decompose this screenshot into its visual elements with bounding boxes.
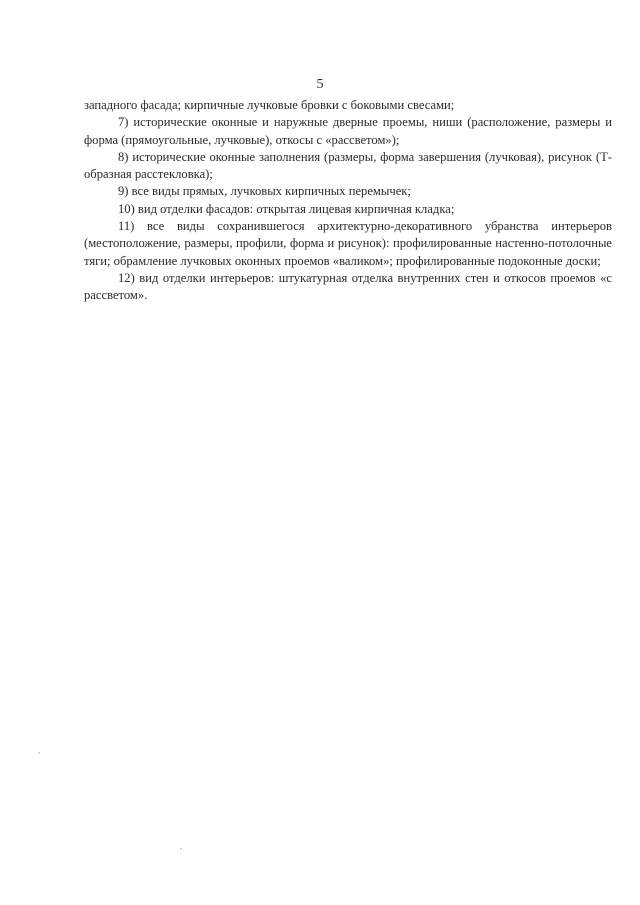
paragraph-continuation: западного фасада; кирпичные лучковые бровки с боковыми свесами; bbox=[84, 98, 455, 112]
paragraph-item-12: 12) вид отделки интерьеров: штукатурная отделка внутренних стен и откосов проемов «с рассветом». bbox=[84, 270, 612, 303]
paragraph-item-10: 10) вид отделки фасадов: открытая лицевая кирпичная кладка; bbox=[118, 201, 455, 216]
scan-speck bbox=[180, 848, 182, 850]
paragraph-item-9: 9) все виды прямых, лучковых кирпичных перемычек; bbox=[118, 184, 411, 199]
scan-speck bbox=[38, 752, 40, 754]
paragraph-item-11: 11) все виды сохранившегося архитектурно-декоративного убранства интерьеров (местоположение, размеры, профили, форма и рисунок): профилированные настенно-потолочные тяги; обрамление лучковых оконных проемов «валиком»; профилированные подоконные доски; bbox=[84, 219, 612, 268]
document-body bbox=[84, 97, 612, 305]
paragraph-item-7: 7) исторические оконные и наружные дверные проемы, ниши (расположение, размеры и форма (прямоугольные, лучковые), откосы с «рассветом»); bbox=[84, 115, 612, 147]
paragraph-item-8: 8) исторические оконные заполнения (размеры, форма завершения (лучковая), рисунок (Т-образная расстекловка); bbox=[84, 149, 612, 182]
page-number: 5 bbox=[316, 77, 324, 92]
